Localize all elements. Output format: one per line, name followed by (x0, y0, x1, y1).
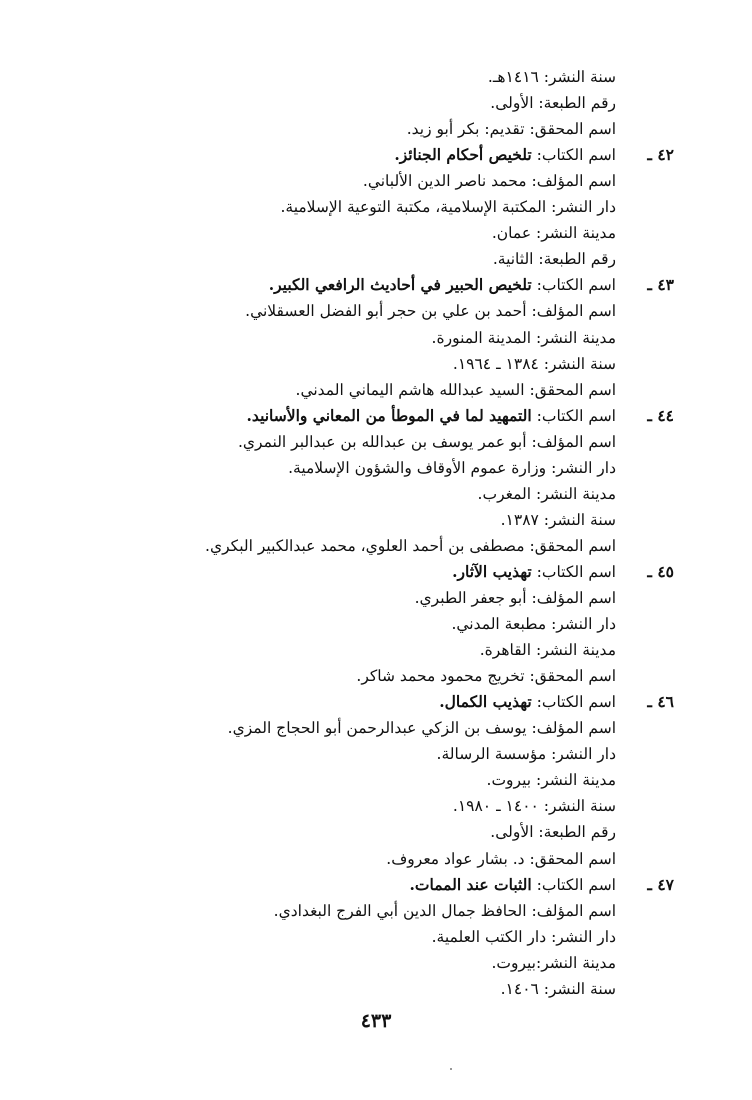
field-label: سنة النشر: (538, 980, 616, 998)
entry-field-line (40, 613, 616, 635)
entry-number: ٤٤ ـ (647, 406, 674, 425)
field-value: يوسف بن الزكي عبدالرحمن أبو الحجاج المزي. (227, 719, 527, 737)
field-value: المغرب. (477, 485, 532, 503)
entry-field-line (40, 952, 616, 974)
field-value: مؤسسة الرسالة. (436, 745, 547, 763)
field-label: سنة النشر: (538, 511, 616, 529)
entry-field-line (40, 795, 616, 817)
field-value: أبو جعفر الطبري. (414, 589, 527, 607)
entry-field-line (40, 327, 616, 349)
entry-number: ٤٢ ـ (647, 145, 674, 164)
entry-field-line (40, 248, 616, 270)
field-value: ١٤٠٠ ـ ١٩٨٠. (452, 797, 539, 815)
entry-field-line (40, 457, 616, 479)
entry-field-line (40, 821, 616, 843)
entry-field-line (40, 769, 616, 791)
field-label: اسم المؤلف: (526, 589, 616, 607)
field-value: تخريج محمود محمد شاكر. (356, 667, 525, 685)
field-value: السيد عبدالله هاشم اليماني المدني. (295, 381, 525, 399)
field-label: رقم الطبعة: (533, 94, 616, 112)
field-value: ١٣٨٤ ـ ١٩٦٤. (452, 355, 539, 373)
field-label: دار النشر: (546, 459, 616, 477)
field-label: اسم المؤلف: (526, 433, 616, 451)
field-label: مدينة النشر: (531, 224, 616, 242)
page-number: ٤٣٣ (360, 1010, 392, 1032)
entry-field-line (40, 535, 616, 557)
entry-field-line (40, 92, 616, 114)
field-label: اسم الكتاب: (531, 693, 616, 711)
field-value: ١٤١٦هـ. (487, 68, 539, 86)
field-label: مدينة النشر: (531, 485, 616, 503)
field-value: المكتبة الإسلامية، مكتبة التوعية الإسلامية. (280, 198, 547, 216)
field-label: مدينة النشر: (531, 329, 616, 347)
field-label: اسم الكتاب: (531, 876, 616, 894)
field-label: رقم الطبعة: (533, 250, 616, 268)
entry-field-line (40, 66, 616, 88)
book-title: تلخيص أحكام الجنائز. (394, 145, 532, 164)
field-label: دار النشر: (546, 615, 616, 633)
field-value: أحمد بن علي بن حجر أبو الفضل العسقلاني. (245, 302, 527, 320)
field-value: القاهرة. (479, 641, 532, 659)
book-title: تلخيص الحبير في أحاديث الرافعي الكبير. (268, 275, 532, 294)
field-value: الأولى. (490, 823, 534, 841)
field-label: اسم المؤلف: (526, 172, 616, 190)
entry-field-line (40, 222, 616, 244)
entry-field-line (40, 196, 616, 218)
field-value: الثانية. (492, 250, 534, 268)
field-label: اسم المحقق: (524, 381, 616, 399)
field-label: دار النشر: (546, 198, 616, 216)
entry-field-line (40, 300, 616, 322)
field-label: اسم المحقق: (524, 120, 616, 138)
field-label: اسم المؤلف: (526, 302, 616, 320)
field-value: مطبعة المدني. (451, 615, 547, 633)
field-label: اسم الكتاب: (531, 407, 616, 425)
field-label: اسم المحقق: (524, 667, 616, 685)
field-value: ١٣٨٧. (500, 511, 539, 529)
field-value: د. بشار عواد معروف. (386, 850, 525, 868)
entry-number: ٤٥ ـ (647, 562, 674, 581)
field-label: مدينة النشر: (536, 954, 616, 972)
field-label: اسم الكتاب: (531, 563, 616, 581)
field-value: بيروت. (486, 771, 532, 789)
field-label: اسم الكتاب: (531, 146, 616, 164)
entry-title-line (40, 144, 616, 166)
field-value: دار الكتب العلمية. (431, 928, 547, 946)
book-title: تهذيب الآثار. (452, 562, 532, 581)
field-label: رقم الطبعة: (533, 823, 616, 841)
field-value: الحافظ جمال الدين أبي الفرج البغدادي. (273, 902, 527, 920)
entry-field-line (40, 743, 616, 765)
field-label: اسم المؤلف: (526, 902, 616, 920)
field-value: عمان. (491, 224, 532, 242)
entry-field-line (40, 170, 616, 192)
entry-field-line (40, 353, 616, 375)
entry-field-line (40, 665, 616, 687)
entry-number: ٤٣ ـ (647, 275, 674, 294)
field-value: مصطفى بن أحمد العلوي، محمد عبدالكبير البكري. (205, 537, 525, 555)
field-label: اسم المحقق: (524, 537, 616, 555)
entry-field-line (40, 118, 616, 140)
entry-field-line (40, 926, 616, 948)
entry-field-line (40, 848, 616, 870)
field-label: سنة النشر: (538, 68, 616, 86)
field-value: الأولى. (490, 94, 534, 112)
field-value: محمد ناصر الدين الألباني. (362, 172, 527, 190)
entry-field-line (40, 900, 616, 922)
field-label: سنة النشر: (538, 797, 616, 815)
field-label: دار النشر: (546, 928, 616, 946)
field-label: دار النشر: (546, 745, 616, 763)
book-title: الثبات عند الممات. (409, 875, 532, 894)
field-label: سنة النشر: (538, 355, 616, 373)
entry-title-line (40, 274, 616, 296)
entry-field-line (40, 431, 616, 453)
entry-title-line (40, 561, 616, 583)
page-speck (450, 1068, 452, 1070)
entry-title-line (40, 691, 616, 713)
field-value: ١٤٠٦. (500, 980, 539, 998)
field-label: اسم المؤلف: (526, 719, 616, 737)
entry-field-line (40, 483, 616, 505)
entry-number: ٤٧ ـ (647, 875, 674, 894)
field-label: اسم المحقق: (524, 850, 616, 868)
field-value: المدينة المنورة. (431, 329, 532, 347)
field-label: اسم الكتاب: (531, 276, 616, 294)
entry-field-line (40, 379, 616, 401)
field-value: وزارة عموم الأوقاف والشؤون الإسلامية. (288, 459, 547, 477)
field-label: مدينة النشر: (531, 641, 616, 659)
entry-number: ٤٦ ـ (647, 692, 674, 711)
field-value: تقديم: بكر أبو زيد. (406, 120, 525, 138)
field-value: أبو عمر يوسف بن عبدالله بن عبدالبر النمري. (237, 433, 527, 451)
field-label: مدينة النشر: (531, 771, 616, 789)
entry-field-line (40, 717, 616, 739)
entry-field-line (40, 509, 616, 531)
book-title: التمهيد لما في الموطأ من المعاني والأسانيد. (246, 406, 532, 425)
entry-title-line (40, 874, 616, 896)
entry-field-line (40, 639, 616, 661)
entry-field-line (40, 978, 616, 1000)
entry-field-line (40, 587, 616, 609)
book-title: تهذيب الكمال. (439, 692, 532, 711)
entry-title-line (40, 405, 616, 427)
field-value: بيروت. (491, 954, 537, 972)
